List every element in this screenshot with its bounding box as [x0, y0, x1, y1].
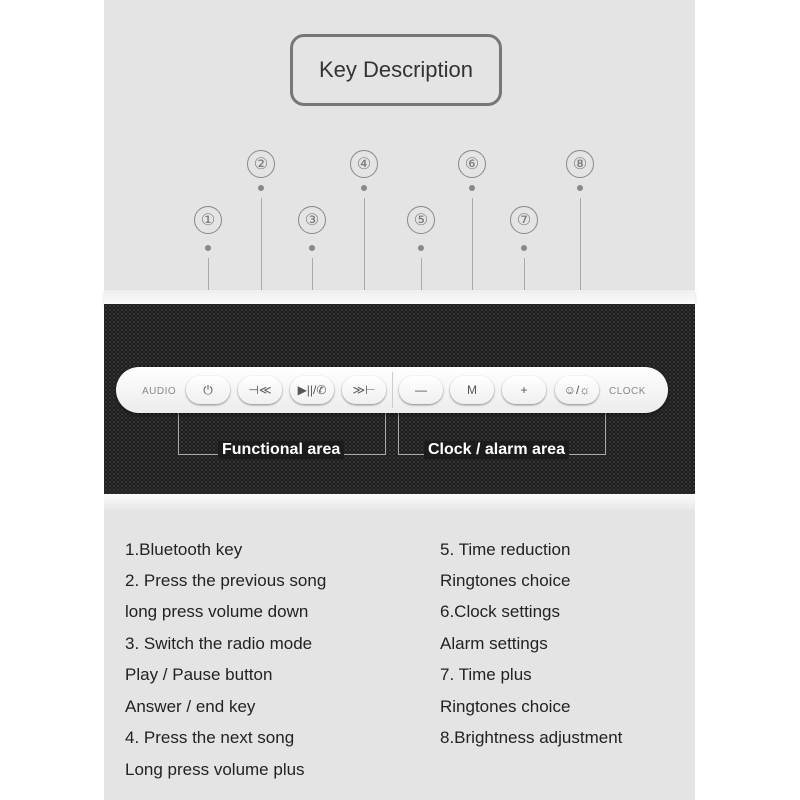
callout-number-6: ⑥ [458, 150, 486, 178]
functional-area-label: Functional area [218, 441, 344, 459]
description-line: long press volume down [125, 602, 309, 621]
minus-icon: — [415, 383, 427, 397]
description-line: Play / Pause button [125, 665, 273, 684]
callout-number-3: ③ [298, 206, 326, 234]
description-line: Ringtones choice [440, 697, 571, 716]
description-line: Long press volume plus [125, 760, 305, 779]
description-line: 5. Time reduction [440, 540, 571, 559]
callout-dot-5 [418, 245, 424, 251]
previous-icon: ⊣≪ [248, 383, 272, 397]
callout-number-7: ⑦ [510, 206, 538, 234]
mode-button[interactable] [450, 376, 494, 404]
callout-dot-7 [521, 245, 527, 251]
page-title: Key Description [318, 57, 474, 82]
callout-number-2: ② [247, 150, 275, 178]
callout-number-4: ④ [350, 150, 378, 178]
description-line: Alarm settings [440, 634, 548, 653]
audio-label: AUDIO [142, 386, 177, 397]
description-line: 4. Press the next song [125, 728, 295, 747]
callout-dot-8 [577, 185, 583, 191]
description-line: 2. Press the previous song [125, 571, 327, 590]
plus-icon: + [520, 383, 528, 397]
description-line: 7. Time plus [440, 665, 532, 684]
description-line: Answer / end key [125, 697, 256, 716]
callout-dot-1 [205, 245, 211, 251]
speaker-bottom-trim [104, 494, 695, 510]
callout-dot-6 [469, 185, 475, 191]
title-box [290, 34, 502, 106]
next-button[interactable] [342, 376, 386, 404]
plus-button[interactable] [502, 376, 546, 404]
play-pause-phone-icon: ▶||/✆ [297, 383, 327, 397]
power-icon: ⏻ [203, 382, 213, 397]
next-icon: ≫⊢ [352, 383, 376, 397]
callout-dot-4 [361, 185, 367, 191]
callout-number-1: ① [194, 206, 222, 234]
description-line: Ringtones choice [440, 571, 571, 590]
callout-number-8: ⑧ [566, 150, 594, 178]
alarm-brightness-button[interactable] [555, 376, 599, 404]
callout-number-5: ⑤ [407, 206, 435, 234]
play-pause-button[interactable] [290, 376, 334, 404]
previous-button[interactable] [238, 376, 282, 404]
clock-label: CLOCK [609, 386, 646, 397]
clock-area-label: Clock / alarm area [424, 441, 569, 459]
power-button[interactable] [186, 376, 230, 404]
speaker-top-trim [104, 290, 695, 304]
description-line: 3. Switch the radio mode [125, 634, 313, 653]
description-line: 8.Brightness adjustment [440, 728, 623, 747]
minus-button[interactable] [399, 376, 443, 404]
mode-icon: M [467, 383, 477, 397]
alarm-brightness-icon: ☺/☼ [563, 383, 591, 397]
callout-dot-3 [309, 245, 315, 251]
callout-dot-2 [258, 185, 264, 191]
bar-divider [392, 372, 393, 408]
description-line: 6.Clock settings [440, 602, 560, 621]
description-line: 1.Bluetooth key [125, 540, 243, 559]
